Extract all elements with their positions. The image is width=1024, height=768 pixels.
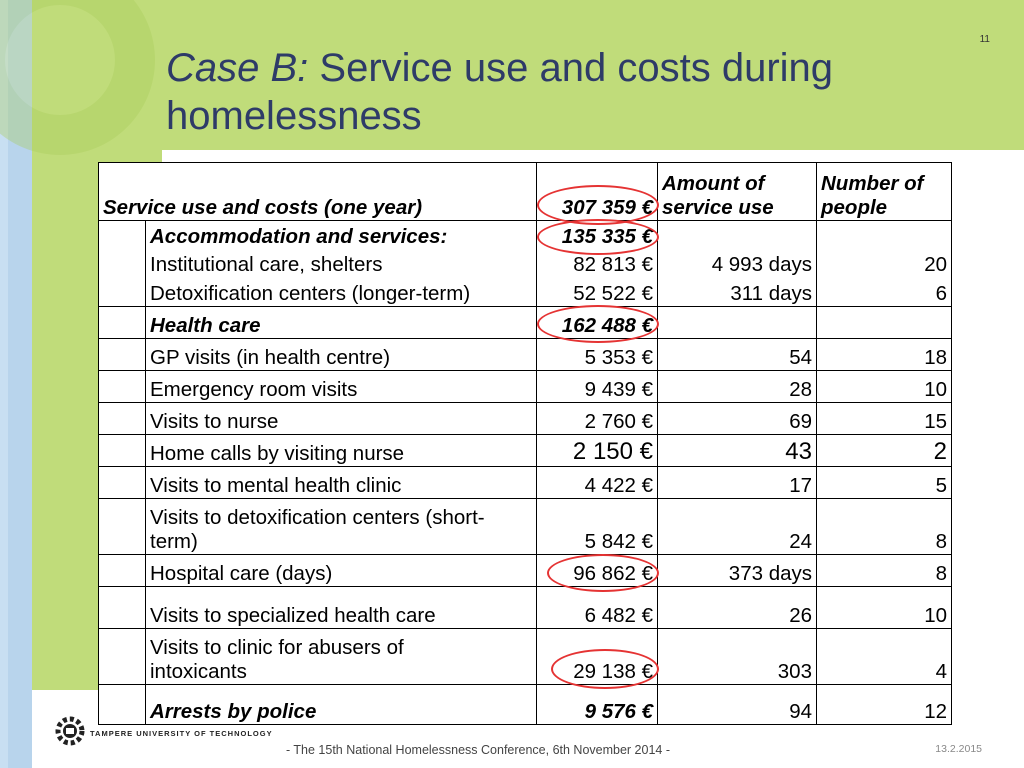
header-total-cost: 307 359 €: [537, 163, 658, 221]
table-row: Visits to mental health clinic 4 422 € 17 5: [99, 467, 952, 499]
slide-number: 11: [979, 34, 990, 45]
arrests-row: Arrests by police 9 576 € 94 12: [99, 685, 952, 725]
table-row: Institutional care, shelters 82 813 € 4 993 days 20: [99, 249, 952, 277]
logo-text: TAMPERE UNIVERSITY OF TECHNOLOGY: [90, 729, 273, 738]
accommodation-cost: 135 335 €: [537, 221, 658, 249]
header-people: Number of people: [817, 163, 952, 221]
footer-date: 13.2.2015: [935, 743, 982, 755]
table-row: GP visits (in health centre) 5 353 € 54 18: [99, 339, 952, 371]
health-care-label: Health care: [146, 307, 537, 339]
table-row: Visits to detoxification centers (short- term) 5 842 € 24 8: [99, 499, 952, 555]
header-label: Service use and costs (one year): [99, 163, 537, 221]
header-amount: Amount of service use: [658, 163, 817, 221]
table-row: Home calls by visiting nurse 2 150 € 43 2: [99, 435, 952, 467]
service-cost-table: [98, 162, 952, 725]
table-row: Visits to nurse 2 760 € 69 15: [99, 403, 952, 435]
title-case-label: Case B:: [166, 46, 309, 90]
highlight-ring-accommodation: [537, 219, 659, 255]
table-row: Visits to clinic for abusers of intoxicants 29 138 € 303 4: [99, 629, 952, 685]
arrests-label: Arrests by police: [146, 685, 537, 725]
table-header-row: [99, 163, 952, 221]
tut-logo-icon: [54, 715, 86, 747]
health-care-cost: 162 488 €: [537, 307, 658, 339]
highlight-ring-clinic: [551, 649, 659, 689]
accommodation-label: Accommodation and services:: [146, 221, 537, 249]
arrests-cost: 9 576 €: [537, 685, 658, 725]
slide-title: [166, 44, 926, 140]
table-row: Visits to specialized health care 6 482 € 26 10: [99, 587, 952, 629]
table-row: Detoxification centers (longer-term) 52 522 € 311 days 6: [99, 277, 952, 307]
table-row: Emergency room visits 9 439 € 28 10: [99, 371, 952, 403]
accommodation-header-row: [99, 221, 952, 249]
highlight-ring-health: [537, 305, 659, 343]
footer-conference: - The 15th National Homelessness Conference, 6th November 2014 -: [286, 743, 671, 757]
health-care-row: [99, 307, 952, 339]
title-text: Service use and costs during homelessness: [166, 46, 834, 138]
table-row: Hospital care (days) 96 862 € 373 days 8: [99, 555, 952, 587]
highlight-ring-hospital: [547, 554, 659, 592]
